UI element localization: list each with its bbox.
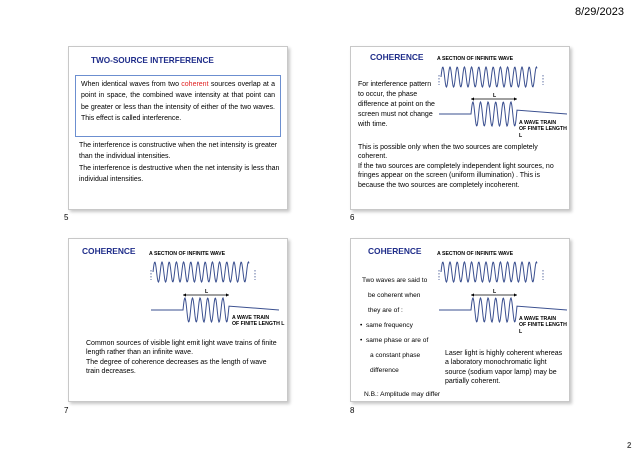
wave-train-label: A WAVE TRAIN OF FINITE LENGTH L xyxy=(519,316,567,335)
slide-6-title: COHERENCE xyxy=(370,52,424,62)
finite-trains-text: Common sources of visible light emit light wave trains of finite length rather than an infinite wave. xyxy=(86,340,277,357)
infinite-sine-curve xyxy=(441,67,537,87)
length-l-label: L xyxy=(205,289,209,295)
incoherent-sources-text: If the two sources are completely independent light sources, no fringes appear on the screen (uniform illumination) . This is because the two sources are completely incoherent. xyxy=(358,163,554,189)
length-l-label: L xyxy=(493,93,497,99)
bullet-same-frequency: • same frequency xyxy=(360,322,413,329)
infinite-sine-curve xyxy=(441,262,537,282)
length-arrow-head-left xyxy=(183,293,186,296)
coherence-intro-line-1: Two waves are said to xyxy=(362,277,428,284)
length-arrow-head-left xyxy=(471,293,474,296)
infinite-wave-label: A SECTION OF INFINITE WAVE xyxy=(437,251,514,257)
bullet-same-phase-continued-2: difference xyxy=(370,367,399,374)
slide-5-thumbnail[interactable] xyxy=(68,46,288,210)
definition-text: When identical waves from two coherent sources overlap at a point in space, the combined wave intensity at that point can be greater or less than the intensity of either of the two waves. This effect is called interference. xyxy=(81,81,275,123)
length-arrow-head-right xyxy=(514,97,517,100)
destructive-text: The interference is destructive when the net intensity is less than individual intensities. xyxy=(79,165,280,184)
length-l-label: L xyxy=(493,289,497,295)
infinite-wave-graphic xyxy=(437,257,547,291)
infinite-wave-graphic xyxy=(149,257,259,291)
corner-mark: 2 xyxy=(627,441,632,450)
slide-5-title: TWO-SOURCE INTERFERENCE xyxy=(91,56,214,65)
coherence-intro-line-2: be coherent when xyxy=(368,292,421,299)
wave-train-label: A WAVE TRAIN OF FINITE LENGTH L xyxy=(519,120,567,139)
slide-8-thumbnail[interactable] xyxy=(350,238,570,402)
interference-condition-text: For interference pattern to occur, the phase difference at point on the screen must not change with time. xyxy=(358,81,435,128)
slide-6-thumbnail[interactable] xyxy=(350,46,570,210)
wave-train-label: A WAVE TRAIN OF FINITE LENGTH L xyxy=(232,315,285,328)
date-label: 8/29/2023 xyxy=(575,6,624,18)
infinite-wave-label: A SECTION OF INFINITE WAVE xyxy=(149,251,226,257)
slide-7-thumbnail[interactable] xyxy=(68,238,288,402)
laser-coherence-text: Laser light is highly coherent whereas a laboratory monochromatic light source (sodium vapor lamp) may be partially coherent. xyxy=(445,350,563,385)
slide-7-title: COHERENCE xyxy=(82,246,136,256)
amplitude-note: N.B.: Amplitude may differ xyxy=(364,391,441,398)
length-arrow-head-right xyxy=(514,293,517,296)
slide-5-number: 5 xyxy=(64,213,69,222)
coherence-intro-line-3: they are of : xyxy=(368,307,403,314)
degree-of-coherence-text: The degree of coherence decreases as the length of wave train decreases. xyxy=(86,359,267,376)
slide-7-number: 7 xyxy=(64,406,69,415)
definition-box xyxy=(75,75,281,137)
coherent-highlight: coherent xyxy=(181,81,209,88)
infinite-sine-curve xyxy=(153,262,249,282)
slide-6-number: 6 xyxy=(350,213,355,222)
bullet-same-phase-continued-1: a constant phase xyxy=(370,352,421,359)
infinite-wave-graphic xyxy=(437,62,547,96)
length-arrow-head-right xyxy=(226,293,229,296)
infinite-wave-label: A SECTION OF INFINITE WAVE xyxy=(437,56,514,62)
length-arrow-head-left xyxy=(471,97,474,100)
slide-8-title: COHERENCE xyxy=(368,246,422,256)
constructive-text: The interference is constructive when the net intensity is greater than the individual intensities. xyxy=(79,142,278,161)
slide-8-number: 8 xyxy=(350,406,355,415)
coherent-sources-text: This is possible only when the two sources are completely coherent. xyxy=(358,144,538,161)
bullet-same-phase: • same phase or are of xyxy=(360,337,429,344)
